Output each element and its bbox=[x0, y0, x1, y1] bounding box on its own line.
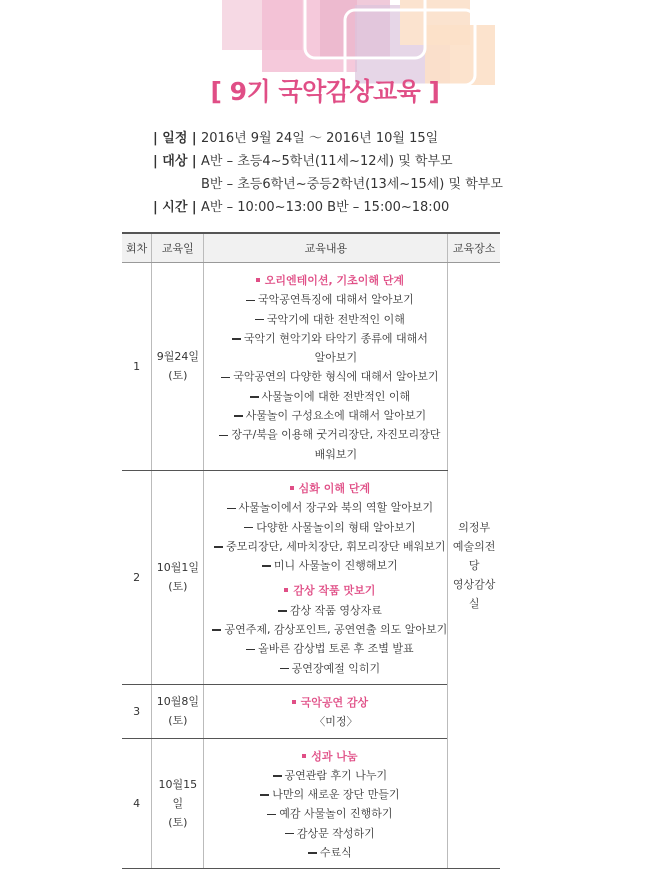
schedule-table bbox=[122, 232, 500, 869]
content-item: 올바른 감상법 토론 후 조별 발표 bbox=[212, 639, 447, 658]
session-content bbox=[204, 263, 448, 471]
dash-icon bbox=[267, 814, 276, 816]
content-item: 사물놀이에 대한 전반적인 이해 bbox=[212, 387, 447, 406]
bullet-icon bbox=[302, 754, 306, 758]
info-value: B반 – 초등6학년~중등2학년(13세~15세) 및 학부모 bbox=[201, 177, 503, 192]
content-item: 공연장예절 익히기 bbox=[212, 659, 447, 678]
dash-icon bbox=[244, 527, 253, 529]
dash-icon bbox=[219, 435, 228, 437]
section-title: 감상 작품 맛보기 bbox=[212, 581, 447, 600]
session-number: 2 bbox=[122, 470, 152, 684]
content-item: 수료식 bbox=[212, 843, 447, 862]
content-item: 사물놀이 구성요소에 대해서 알아보기 bbox=[212, 406, 447, 425]
content-item: 중모리장단, 세마치장단, 휘모리장단 배워보기 bbox=[212, 537, 447, 556]
content-item: 감상 작품 영상자료 bbox=[212, 601, 447, 620]
dash-icon bbox=[246, 300, 255, 302]
content-item: 국악공연의 다양한 형식에 대해서 알아보기 bbox=[212, 367, 447, 386]
content-item: 나만의 새로운 장단 만들기 bbox=[212, 785, 447, 804]
dash-icon bbox=[308, 852, 317, 854]
dash-icon bbox=[212, 629, 221, 631]
table-row bbox=[122, 738, 500, 869]
content-item: 국악공연특징에 대해서 알아보기 bbox=[212, 290, 447, 309]
content-item: 예감 사물놀이 진행하기 bbox=[212, 804, 447, 823]
content-item-continued: 배워보기 bbox=[314, 447, 358, 461]
info-value: A반 – 초등4~5학년(11세~12세) 및 학부모 bbox=[201, 154, 453, 169]
dash-icon bbox=[273, 775, 282, 777]
dash-icon bbox=[246, 649, 255, 651]
info-value: 2016년 9월 24일 ～ 2016년 10월 15일 bbox=[201, 131, 439, 146]
session-date: 10월15일 (토) bbox=[152, 738, 204, 869]
dash-icon bbox=[232, 338, 241, 340]
session-content bbox=[204, 684, 448, 738]
table-header-row bbox=[122, 233, 500, 263]
dash-icon bbox=[285, 833, 294, 835]
session-number: 3 bbox=[122, 684, 152, 738]
content-item: 사물놀이에서 장구와 북의 역할 알아보기 bbox=[212, 498, 447, 517]
dash-icon bbox=[278, 610, 287, 612]
table-row bbox=[122, 263, 500, 471]
info-row bbox=[153, 150, 503, 173]
bullet-icon bbox=[284, 588, 288, 592]
content-item: 국악기에 대한 전반적인 이해 bbox=[212, 310, 447, 329]
dash-icon bbox=[250, 396, 259, 398]
header-date: 교육일 bbox=[152, 233, 204, 263]
table-row bbox=[122, 470, 500, 684]
content-item: 감상문 작성하기 bbox=[212, 824, 447, 843]
session-date: 9월24일 (토) bbox=[152, 263, 204, 471]
session-date: 10월8일 (토) bbox=[152, 684, 204, 738]
info-value: A반 – 10:00~13:00 B반 – 15:00~18:00 bbox=[201, 200, 450, 215]
dash-icon bbox=[260, 794, 269, 796]
dash-icon bbox=[227, 508, 236, 510]
info-row bbox=[153, 196, 503, 219]
table-row bbox=[122, 684, 500, 738]
content-item: 공연주제, 감상포인트, 공연연출 의도 알아보기 bbox=[212, 620, 447, 639]
session-date: 10월1일 (토) bbox=[152, 470, 204, 684]
bullet-icon bbox=[292, 700, 296, 704]
page-title: [ 9기 국악감상교육 ] bbox=[210, 77, 440, 106]
info-label: | 일정 | bbox=[153, 131, 197, 146]
content-item: 미니 사물놀이 진행해보기 bbox=[212, 556, 447, 575]
dash-icon bbox=[234, 415, 243, 417]
info-block bbox=[153, 127, 503, 219]
info-label: | 시간 | bbox=[153, 200, 197, 215]
content-item: 장구/북을 이용해 굿거리장단, 자진모리장단 bbox=[212, 425, 447, 444]
section-title: 국악공연 감상 bbox=[212, 693, 447, 712]
bullet-icon bbox=[290, 486, 294, 490]
info-label bbox=[153, 173, 201, 196]
header-session: 회차 bbox=[122, 233, 152, 263]
content-item: 공연관람 후기 나누기 bbox=[212, 766, 447, 785]
bullet-icon bbox=[256, 278, 260, 282]
session-number: 1 bbox=[122, 263, 152, 471]
session-content bbox=[204, 470, 448, 684]
dash-icon bbox=[262, 565, 271, 567]
info-row bbox=[153, 127, 503, 150]
session-place: 의정부 예술의전당 영상감상실 bbox=[448, 263, 500, 869]
header-place: 교육장소 bbox=[448, 233, 500, 263]
section-title: 오리엔테이션, 기초이해 단계 bbox=[212, 271, 447, 290]
info-label: | 대상 | bbox=[153, 154, 197, 169]
dash-icon bbox=[255, 319, 264, 321]
header-content: 교육내용 bbox=[204, 233, 448, 263]
content-item: 다양한 사물놀이의 형태 알아보기 bbox=[212, 518, 447, 537]
dash-icon bbox=[221, 377, 230, 379]
session-number: 4 bbox=[122, 738, 152, 869]
content-item-continued: 알아보기 bbox=[314, 351, 358, 365]
section-note: 〈미정〉 bbox=[314, 715, 358, 729]
content-item: 국악기 현악기와 타악기 종류에 대해서 bbox=[212, 329, 447, 348]
dash-icon bbox=[280, 668, 289, 670]
session-content bbox=[204, 738, 448, 869]
section-title: 성과 나눔 bbox=[212, 747, 447, 766]
dash-icon bbox=[214, 546, 223, 548]
section-title: 심화 이해 단계 bbox=[212, 479, 447, 498]
info-row bbox=[153, 173, 503, 196]
